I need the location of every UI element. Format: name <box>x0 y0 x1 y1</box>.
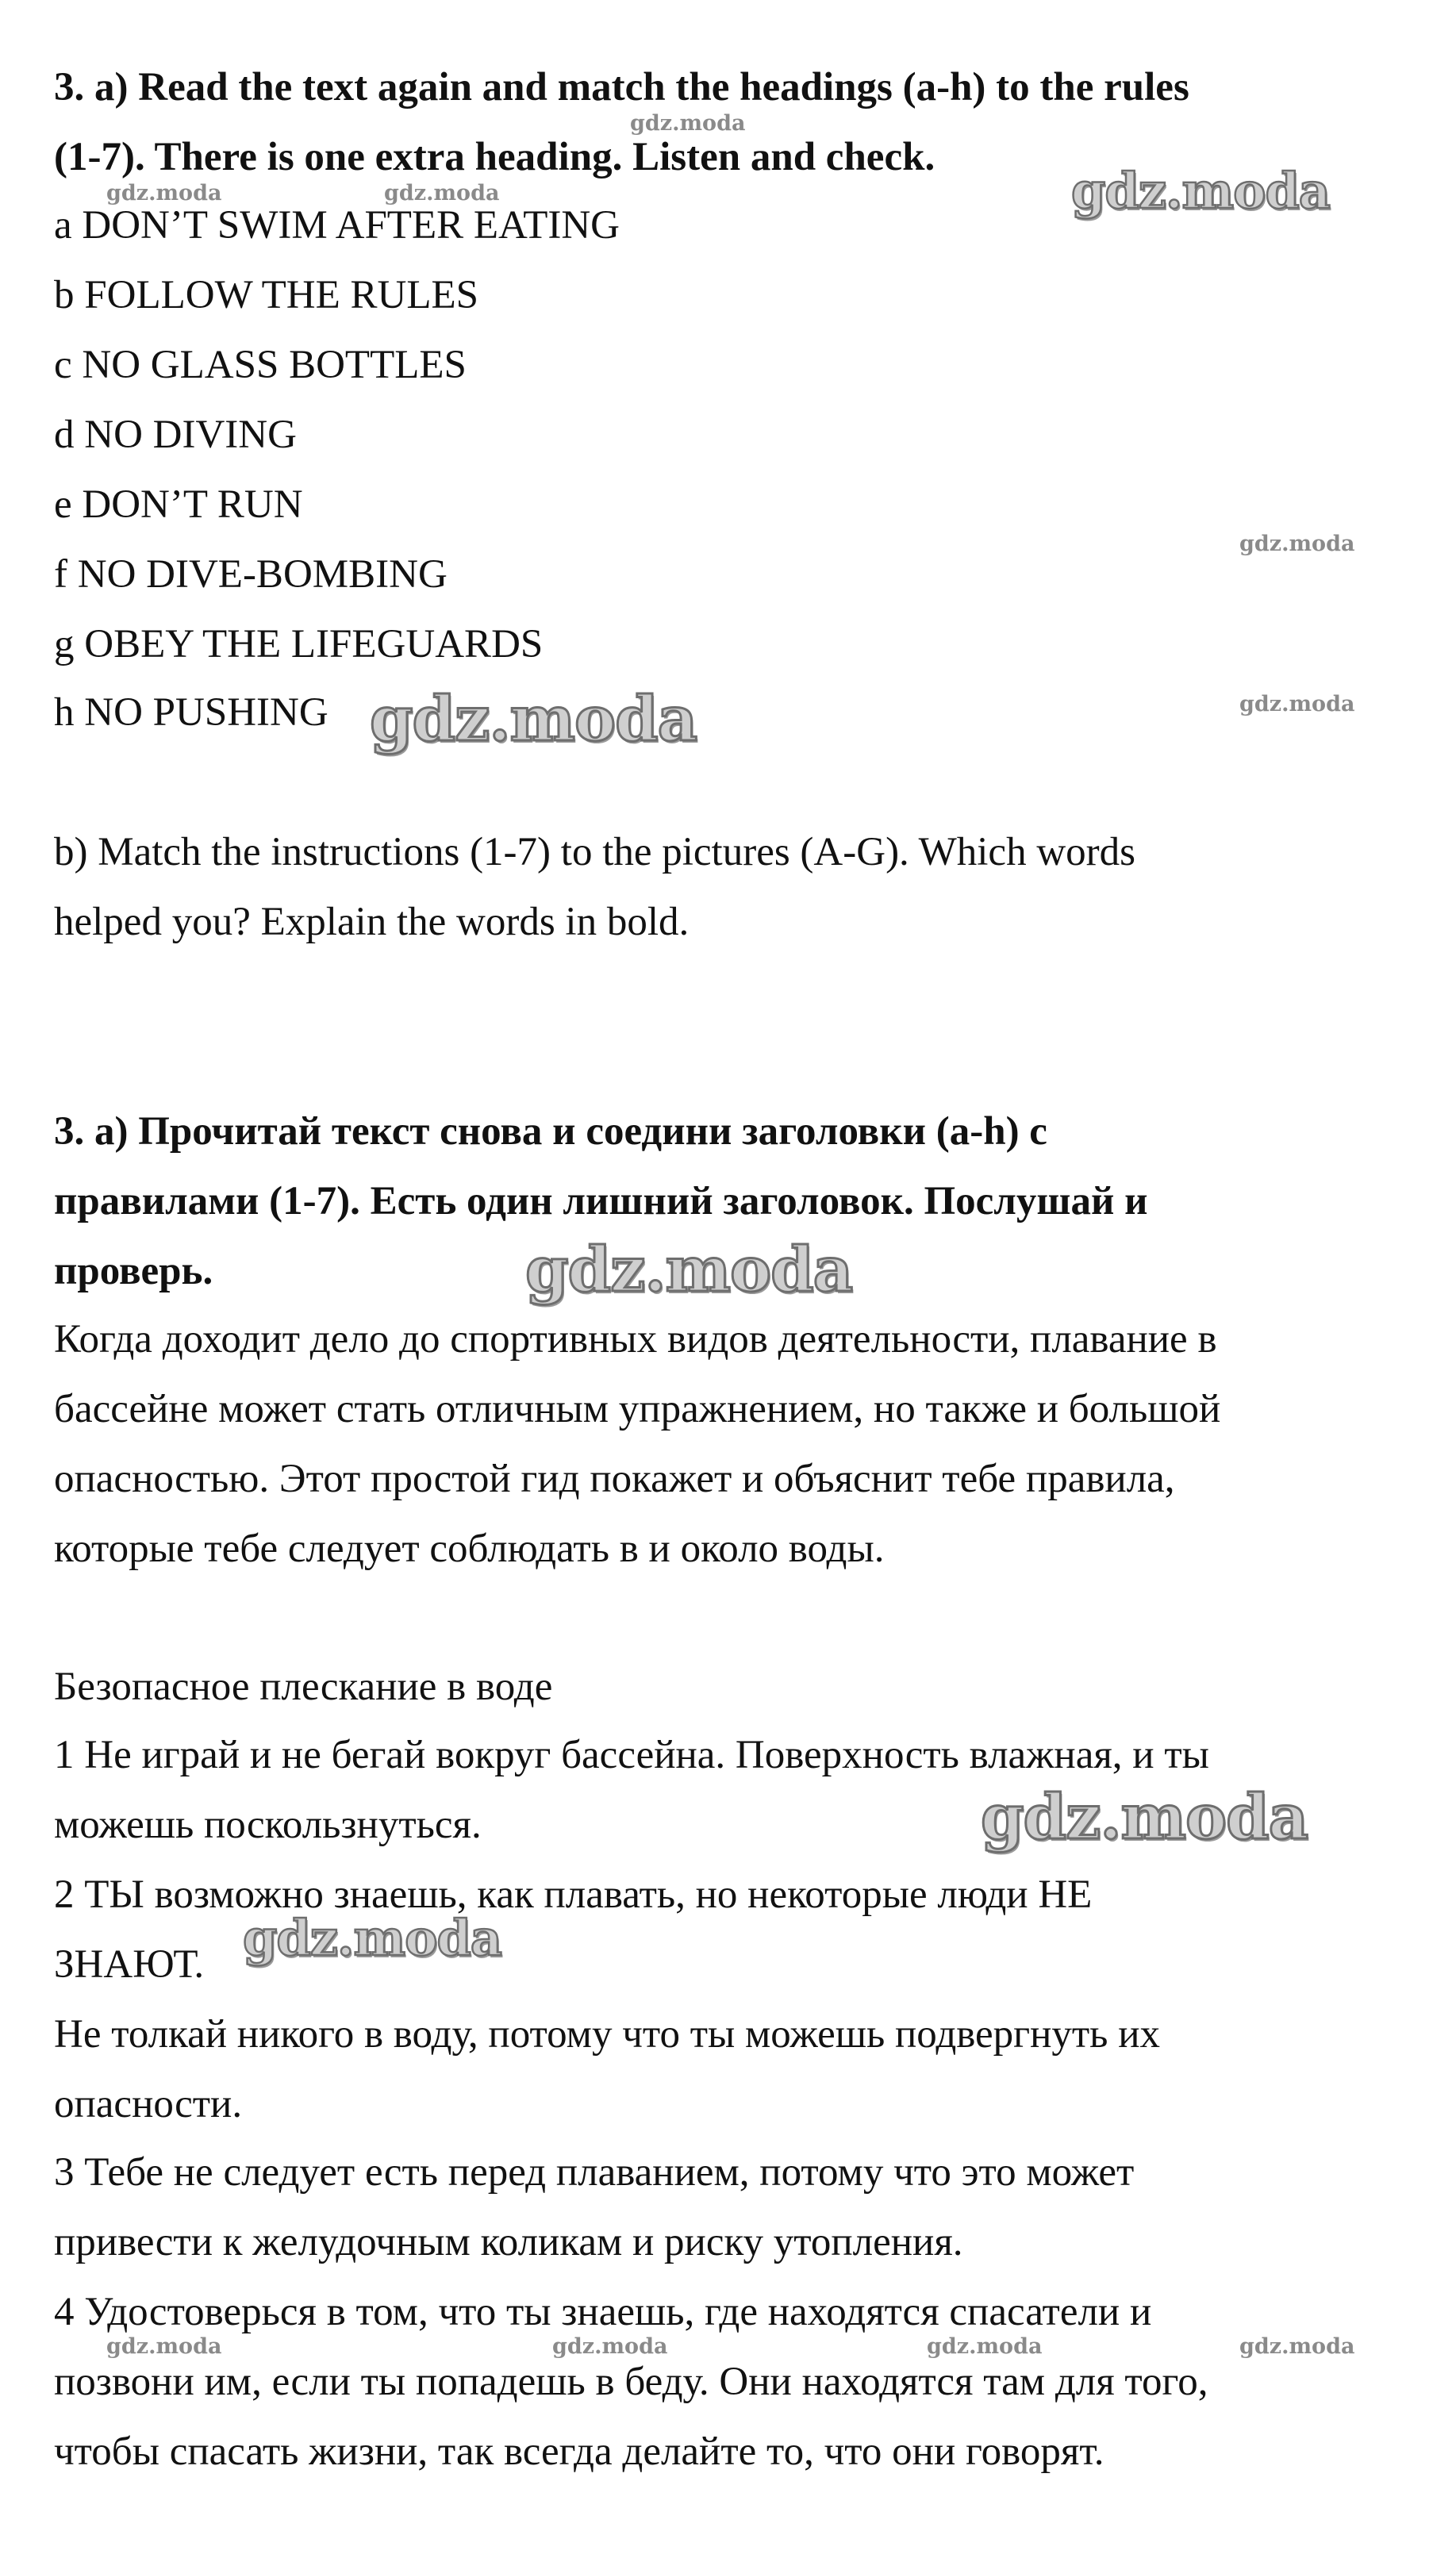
heading-g: g OBEY THE LIFEGUARDS <box>54 622 544 666</box>
watermark-small: gdz.moda <box>552 2334 668 2359</box>
rule-line-5: Не толкай никого в воду, потому что ты можешь подвергнуть их <box>54 2012 1160 2057</box>
rule-line-7: 3 Тебе не следует есть перед плаванием, потому что это может <box>54 2150 1135 2195</box>
rule-line-8: привести к желудочным коликам и риску утопления. <box>54 2220 963 2264</box>
task-title-en-line-1: 3. a) Read the text again and match the headings (a-h) to the rules <box>54 65 1189 109</box>
watermark-large: gdz.moda <box>370 683 697 755</box>
rule-line-9: 4 Удостоверься в том, что ты знаешь, где находятся спасатели и <box>54 2290 1152 2334</box>
intro-line-2: бассейне может стать отличным упражнением, но также и большой <box>54 1387 1221 1431</box>
watermark-small: gdz.moda <box>1239 2334 1355 2359</box>
part-b-line-1: b) Match the instructions (1-7) to the pictures (A-G). Which words <box>54 830 1135 874</box>
task-title-ru-line-1: 3. а) Прочитай текст снова и соедини заголовки (a-h) с <box>54 1109 1047 1154</box>
watermark-small: gdz.moda <box>106 181 222 205</box>
watermark-small: gdz.moda <box>1239 532 1355 556</box>
task-title-ru-line-2: правилами (1-7). Есть один лишний заголовок. Послушай и <box>54 1179 1148 1223</box>
watermark-small: gdz.moda <box>1239 692 1355 716</box>
watermark-small: gdz.moda <box>384 181 500 205</box>
task-title-en-line-2: (1-7). There is one extra heading. Listen and check. <box>54 135 935 179</box>
part-b-line-2: helped you? Explain the words in bold. <box>54 900 690 944</box>
intro-line-4: которые тебе следует соблюдать в и около воды. <box>54 1527 885 1571</box>
watermark-small: gdz.moda <box>630 111 746 136</box>
watermark-large: gdz.moda <box>981 1781 1308 1853</box>
rule-line-10: позвони им, если ты попадешь в беду. Они находятся там для того, <box>54 2360 1208 2404</box>
rule-line-6: опасности. <box>54 2082 243 2126</box>
watermark-large: gdz.moda <box>525 1234 853 1306</box>
watermark-small: gdz.moda <box>927 2334 1043 2359</box>
heading-b: b FOLLOW THE RULES <box>54 273 479 317</box>
rule-line-11: чтобы спасать жизни, так всегда делайте то, что они говорят. <box>54 2429 1104 2474</box>
watermark-large: gdz.moda <box>243 1909 501 1967</box>
rule-line-1: 1 Не играй и не бегай вокруг бассейна. Поверхность влажная, и ты <box>54 1733 1209 1777</box>
rule-line-4: ЗНАЮТ. <box>54 1942 205 1987</box>
rule-line-2: можешь поскользнуться. <box>54 1803 482 1847</box>
heading-e: e DON’T RUN <box>54 482 303 527</box>
intro-line-3: опасностью. Этот простой гид покажет и объяснит тебе правила, <box>54 1457 1175 1501</box>
rule-line-3: 2 ТЫ возможно знаешь, как плавать, но некоторые люди НЕ <box>54 1872 1093 1917</box>
heading-d: d NO DIVING <box>54 413 297 457</box>
intro-line-1: Когда доходит дело до спортивных видов деятельности, плавание в <box>54 1317 1217 1362</box>
watermark-large: gdz.moda <box>1071 162 1330 220</box>
heading-f: f NO DIVE-BOMBING <box>54 552 448 597</box>
heading-a: a DON’T SWIM AFTER EATING <box>54 203 620 248</box>
watermark-small: gdz.moda <box>106 2334 222 2359</box>
section-subtitle: Безопасное плескание в воде <box>54 1665 553 1709</box>
heading-c: c NO GLASS BOTTLES <box>54 343 467 387</box>
heading-h: h NO PUSHING <box>54 690 328 735</box>
task-title-ru-line-3: проверь. <box>54 1249 213 1293</box>
